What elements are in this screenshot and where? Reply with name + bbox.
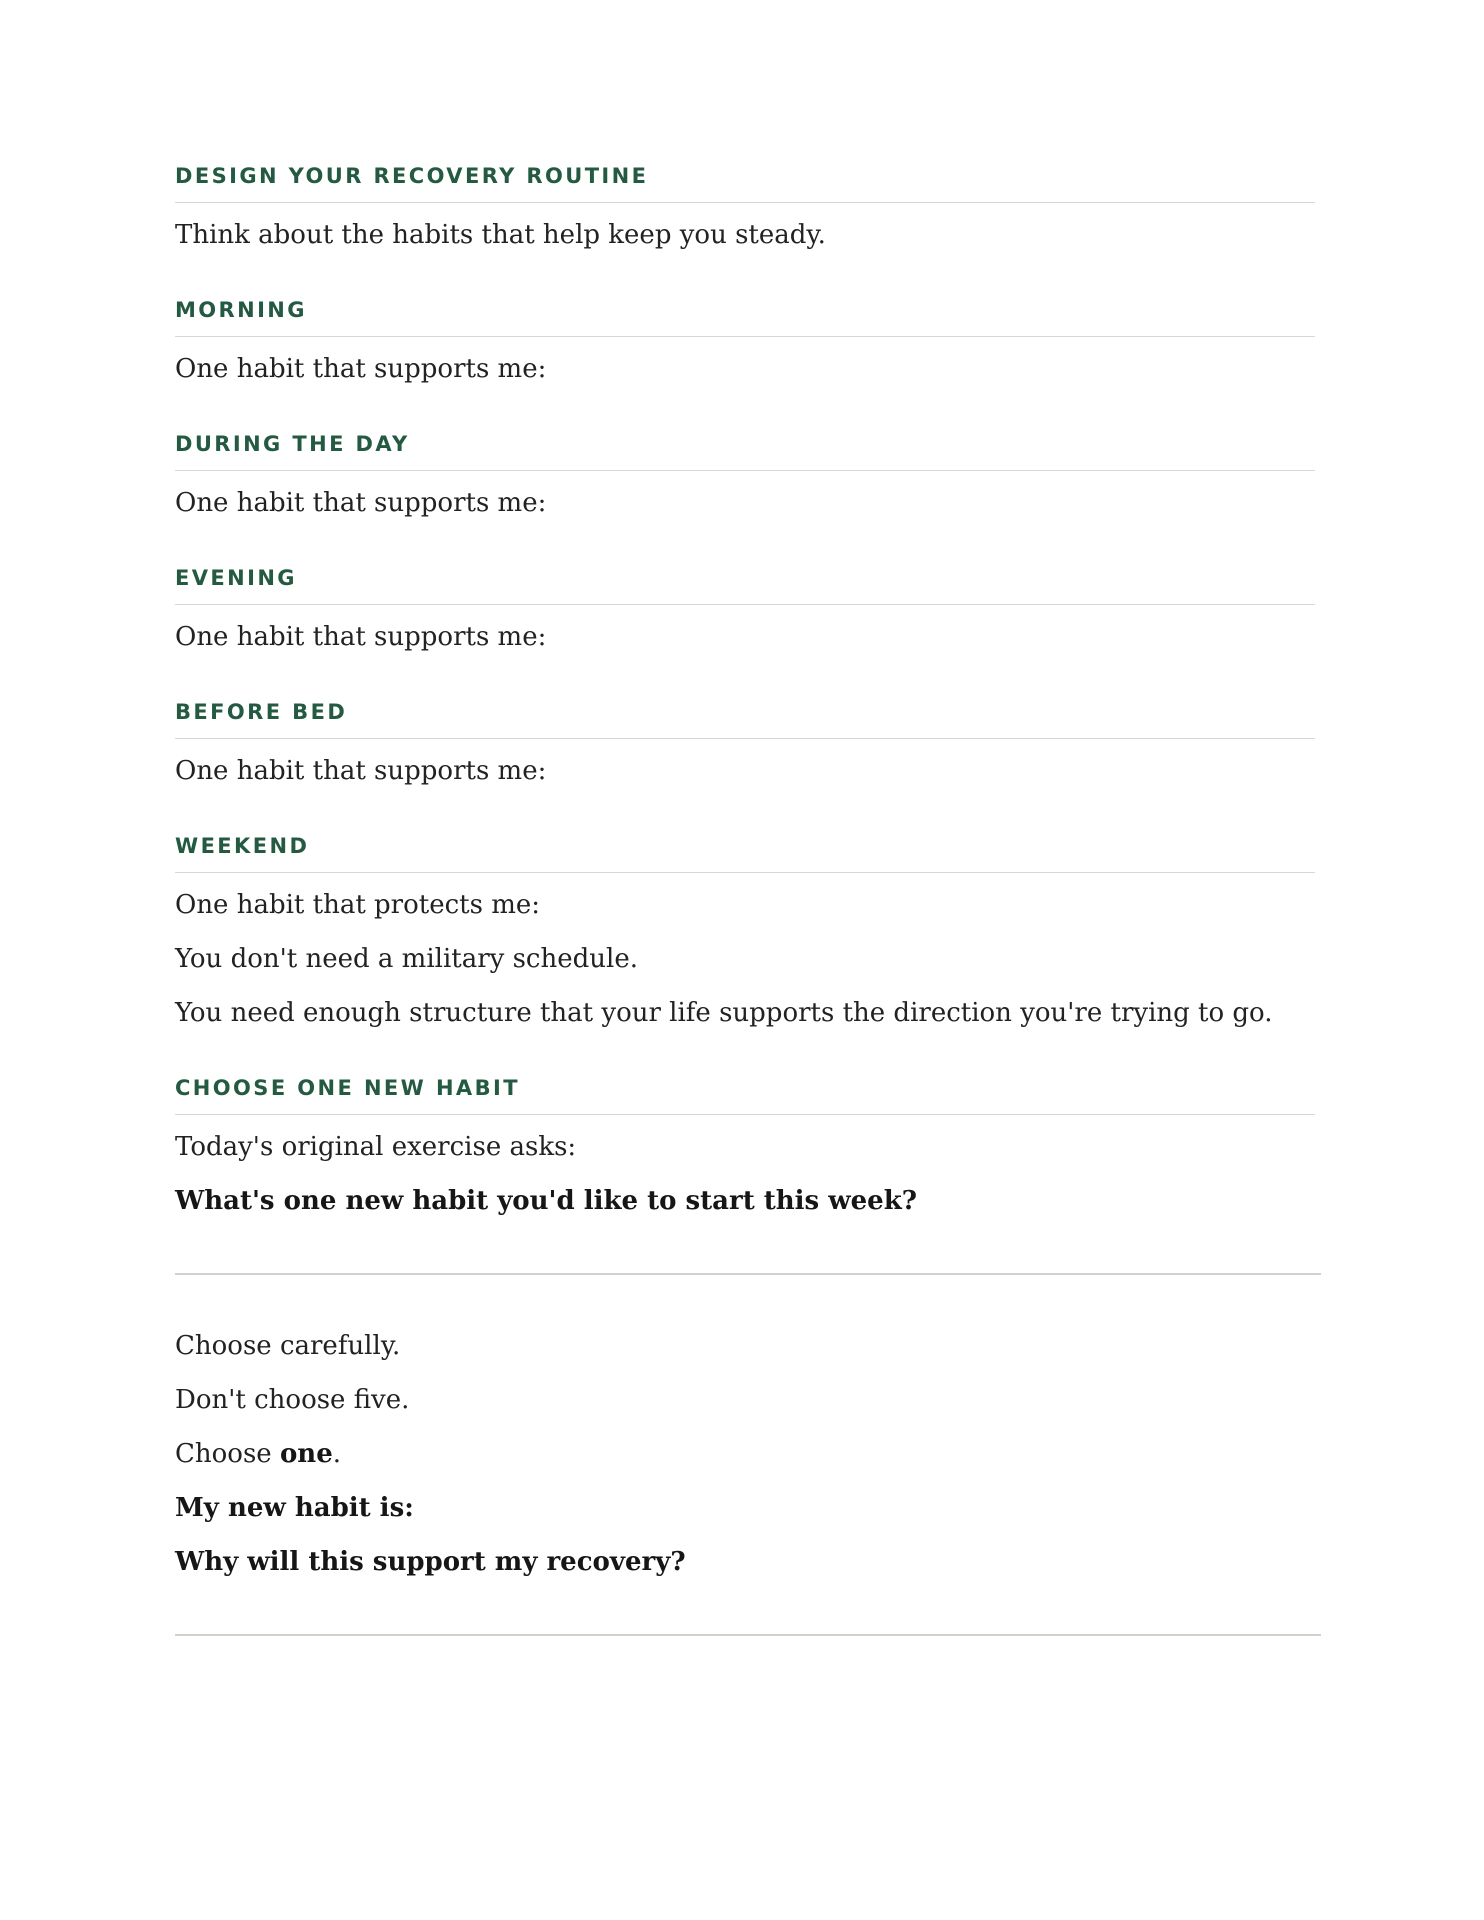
section-heading-before-bed: BEFORE BED: [175, 700, 348, 724]
heading-divider: [175, 336, 1315, 337]
choose-one-emphasis: one: [279, 1439, 333, 1469]
weekend-note-structure: You need enough structure that your life supports the direction you're trying to go.: [175, 998, 1273, 1028]
choose-one-suffix: .: [332, 1439, 342, 1469]
section-heading-design: DESIGN YOUR RECOVERY ROUTINE: [175, 164, 649, 188]
my-new-habit-prompt: My new habit is:: [175, 1493, 414, 1523]
new-habit-intro: Today's original exercise asks:: [175, 1132, 577, 1162]
dont-choose-five-text: Don't choose five.: [175, 1385, 410, 1415]
weekend-prompt: One habit that protects me:: [175, 890, 541, 920]
choose-one-prefix: Choose: [175, 1439, 280, 1469]
design-intro-text: Think about the habits that help keep you steady.: [175, 220, 826, 250]
during-day-prompt: One habit that supports me:: [175, 488, 547, 518]
section-heading-evening: EVENING: [175, 566, 297, 590]
heading-divider: [175, 470, 1315, 471]
choose-one-text: [175, 1437, 341, 1471]
section-heading-during-day: DURING THE DAY: [175, 432, 410, 456]
section-heading-weekend: WEEKEND: [175, 834, 310, 858]
before-bed-prompt: One habit that supports me:: [175, 756, 547, 786]
answer-line: [175, 1634, 1321, 1636]
heading-divider: [175, 738, 1315, 739]
section-heading-new-habit: CHOOSE ONE NEW HABIT: [175, 1076, 520, 1100]
new-habit-question: What's one new habit you'd like to start this week?: [175, 1186, 917, 1216]
answer-line: [175, 1273, 1321, 1275]
evening-prompt: One habit that supports me:: [175, 622, 547, 652]
weekend-note-schedule: You don't need a military schedule.: [175, 944, 638, 974]
heading-divider: [175, 604, 1315, 605]
morning-prompt: One habit that supports me:: [175, 354, 547, 384]
heading-divider: [175, 872, 1315, 873]
choose-carefully-text: Choose carefully.: [175, 1331, 401, 1361]
why-support-prompt: Why will this support my recovery?: [175, 1547, 686, 1577]
section-heading-morning: MORNING: [175, 298, 307, 322]
heading-divider: [175, 202, 1315, 203]
heading-divider: [175, 1114, 1315, 1115]
